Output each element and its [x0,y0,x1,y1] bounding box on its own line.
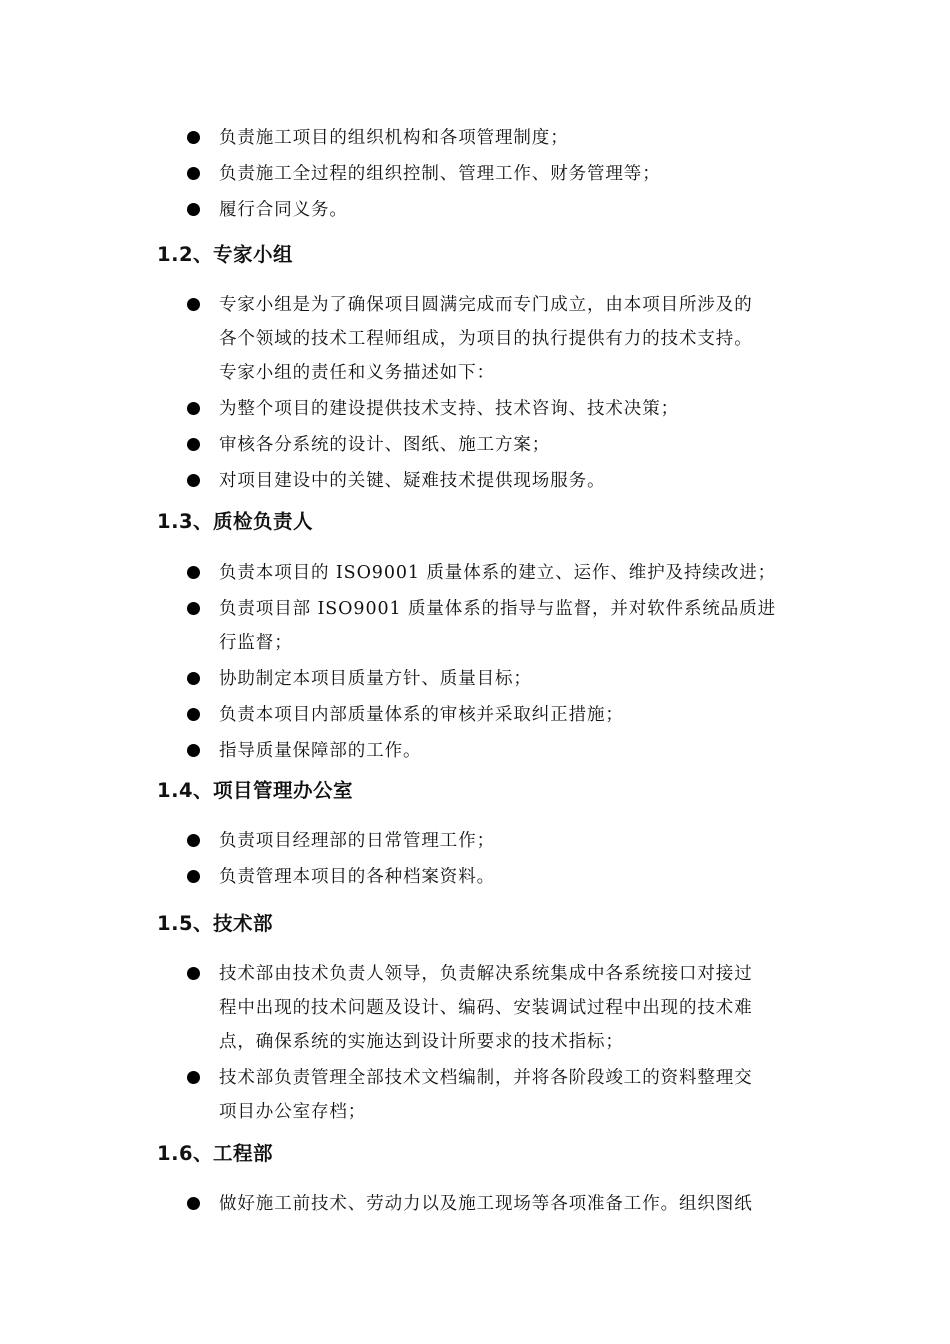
bullet-icon [187,744,200,757]
section-heading: 1.4、项目管理办公室 [157,779,354,802]
item-line: 负责本项目内部质量体系的审核并采取纠正措施； [219,705,624,725]
item-line: 负责管理本项目的各种档案资料。 [219,867,495,887]
list-item [0,698,950,732]
responsibility-list [0,957,950,1131]
bullet-icon [187,438,200,451]
section-heading: 1.2、专家小组 [157,243,294,266]
item-line: 为整个项目的建设提供技术支持、技术咨询、技术决策； [219,399,679,419]
item-line: 专家小组的责任和义务描述如下： [219,363,495,383]
item-line: 履行合同义务。 [219,200,348,220]
list-item [0,1187,950,1221]
item-line: 技术部负责管理全部技术文档编制，并将各阶段竣工的资料整理交 [219,1068,753,1088]
item-line: 对项目建设中的关键、疑难技术提供现场服务。 [219,471,606,491]
list-item [0,428,950,462]
bullet-icon [187,967,200,980]
item-line: 指导质量保障部的工作。 [219,741,422,761]
item-line: 审核各分系统的设计、图纸、施工方案； [219,435,551,455]
item-line: 负责项目经理部的日常管理工作； [219,831,495,851]
item-line: 程中出现的技术问题及设计、编码、安装调试过程中出现的技术难 [219,998,753,1018]
item-line: 负责项目部 ISO9001 质量体系的指导与监督，并对软件系统品质进 [219,599,777,619]
bullet-icon [187,870,200,883]
responsibility-list [0,824,950,896]
item-line: 技术部由技术负责人领导，负责解决系统集成中各系统接口对接过 [219,964,753,984]
bullet-icon [187,672,200,685]
item-line: 负责本项目的 ISO9001 质量体系的建立、运作、维护及持续改进； [219,563,777,583]
item-line: 负责施工项目的组织机构和各项管理制度； [219,128,569,148]
item-line: 专家小组是为了确保项目圆满完成而专门成立，由本项目所涉及的 [219,295,753,315]
list-item [0,193,950,227]
list-item [0,288,950,390]
list-item [0,662,950,696]
list-item [0,1061,950,1129]
item-line: 点，确保系统的实施达到设计所要求的技术指标； [219,1032,624,1052]
list-item [0,860,950,894]
item-line: 各个领域的技术工程师组成，为项目的执行提供有力的技术支持。 [219,329,753,349]
bullet-icon [187,566,200,579]
bullet-icon [187,203,200,216]
list-item [0,734,950,768]
list-item [0,957,950,1059]
responsibility-list [0,288,950,500]
bullet-icon [187,131,200,144]
responsibility-list [0,121,950,229]
section-heading: 1.3、质检负责人 [157,510,314,533]
list-item [0,464,950,498]
item-line: 协助制定本项目质量方针、质量目标； [219,669,532,689]
bullet-icon [187,474,200,487]
responsibility-list [0,556,950,770]
item-line: 负责施工全过程的组织控制、管理工作、财务管理等； [219,164,661,184]
bullet-icon [187,1197,200,1210]
list-item [0,121,950,155]
bullet-icon [187,602,200,615]
list-item [0,556,950,590]
bullet-icon [187,834,200,847]
list-item [0,592,950,660]
bullet-icon [187,1071,200,1084]
list-item [0,392,950,426]
responsibility-list [0,1187,950,1223]
bullet-icon [187,402,200,415]
item-line: 行监督； [219,633,293,653]
item-line: 项目办公室存档； [219,1102,367,1122]
item-line: 做好施工前技术、劳动力以及施工现场等各项准备工作。组织图纸 [219,1194,753,1214]
bullet-icon [187,298,200,311]
bullet-icon [187,708,200,721]
list-item [0,157,950,191]
list-item [0,824,950,858]
section-heading: 1.6、工程部 [157,1142,274,1165]
bullet-icon [187,167,200,180]
section-heading: 1.5、技术部 [157,912,274,935]
